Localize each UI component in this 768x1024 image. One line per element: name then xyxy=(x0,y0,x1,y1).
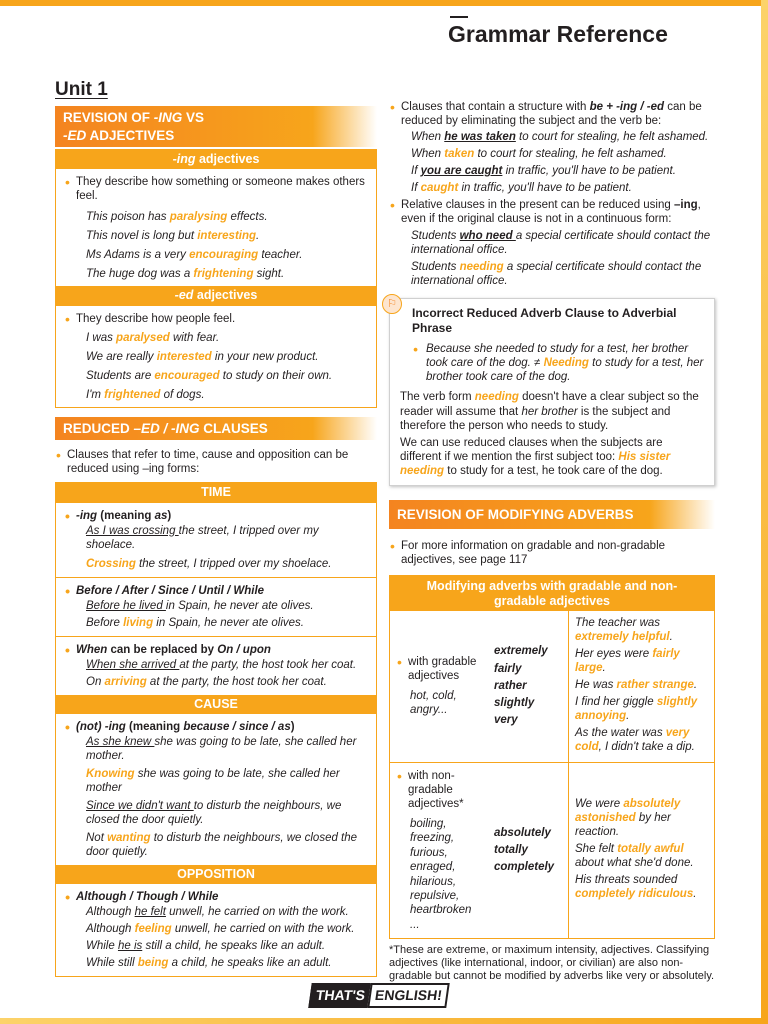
example-line: We are really interested in your new product. xyxy=(86,350,319,363)
example-line: The huge dog was a frightening sight. xyxy=(86,268,285,281)
time-head: TIME xyxy=(56,483,376,502)
row-label-cell xyxy=(390,763,490,938)
cause-head: CAUSE xyxy=(56,695,376,714)
adverb: fairly xyxy=(494,662,522,675)
thats-english-logo xyxy=(310,984,448,1008)
example-line: Students who need a special certificate should contact the international office. xyxy=(411,230,711,257)
ing-adjectives-head: -ing adjectives xyxy=(56,150,376,169)
adverbs-cell xyxy=(490,611,568,762)
rule-line: • Before / After / Since / Until / While xyxy=(64,584,368,598)
row-label: • with non-gradable adjectives* xyxy=(396,769,484,811)
section-heading-ing-ed: REVISION OF -ING VS -ED ADJECTIVES xyxy=(55,106,377,147)
example-line: Students needing a special certificate should contact the international office. xyxy=(411,261,702,288)
example-line: She felt totally awful about what she'd done. xyxy=(575,843,694,870)
example-line: Crossing the street, I tripped over my shoelace. xyxy=(86,557,332,570)
example-line: Not wanting to disturb the neighbours, we closed the door quietly. xyxy=(86,832,358,859)
example-line: When she arrived at the party, the host took her coat. xyxy=(86,658,357,671)
modifying-adverbs-intro: • For more information on gradable and non-gradable adjectives, see page 117 xyxy=(389,539,715,567)
callout-bullet: • Because she needed to study for a test, her brother took care of the dog. ≠ Needing to study for a test, her brother took care of the dog. xyxy=(412,342,704,384)
callout-paragraph: The verb form needing doesn't have a clear subject so the reader will assume that her brother is the subject and therefore the person who needs to study. xyxy=(400,391,699,432)
logo-part-b: ENGLISH! xyxy=(367,983,449,1008)
reduced-clauses-intro: • Clauses that refer to time, cause and opposition can be reduced using –ing forms: xyxy=(55,448,377,476)
footnote: *These are extreme, or maximum intensity, adjectives. Classifying adjectives (like international, indoor, or civilian) are also non-gradable but cannot be modified by adverbs like very or absolutely. xyxy=(389,944,715,983)
example-line: We were absolutely astonished by her reaction. xyxy=(575,798,681,839)
pin-icon: ⚐ xyxy=(382,294,402,314)
table-row xyxy=(390,611,714,762)
example-line: This novel is long but interesting. xyxy=(86,230,260,243)
rule-line: • (not) -ing (meaning because / since / as) xyxy=(64,720,368,734)
adverb: rather xyxy=(494,679,527,692)
row-label-cell xyxy=(390,611,490,762)
example-line: I was paralysed with fear. xyxy=(86,331,220,344)
example-line: Ms Adams is a very encouraging teacher. xyxy=(86,249,303,262)
example-line: When taken to court for stealing, he felt ashamed. xyxy=(411,148,667,161)
example-line: His threats sounded completely ridiculous. xyxy=(575,874,697,901)
rule-line: • When can be replaced by On / upon xyxy=(64,643,368,657)
adjective-list: hot, cold, angry... xyxy=(410,689,457,717)
time-group-when xyxy=(56,637,376,695)
be-ing-ed-bullet: • Clauses that contain a structure with be + -ing / -ed can be reduced by eliminating the subject and the verb be: xyxy=(389,100,715,128)
adjective-list: boiling, freezing, furious, enraged, hilarious, repulsive, heartbroken ... xyxy=(410,818,472,931)
example-line: Students are encouraged to study on their own. xyxy=(86,369,333,382)
opposition-group xyxy=(56,884,376,976)
table-head: Modifying adverbs with gradable and non-gradable adjectives xyxy=(390,576,714,611)
adverb: absolutely xyxy=(494,826,551,839)
ing-adjectives-body xyxy=(56,169,376,286)
section-heading-modifying-adverbs: REVISION OF MODIFYING ADVERBS xyxy=(389,500,715,530)
example-line: As I was crossing the street, I tripped over my shoelace. xyxy=(86,524,319,551)
header-bar xyxy=(450,16,468,18)
example-line: This poison has paralysing effects. xyxy=(86,211,268,224)
example-line: Although feeling unwell, he carried on with the work. xyxy=(86,923,355,936)
example-line: While he is still a child, he speaks like an adult. xyxy=(86,940,326,953)
cause-group xyxy=(56,714,376,865)
example-line: If you are caught in traffic, you'll have to be patient. xyxy=(411,165,676,178)
example-line: Her eyes were fairly large. xyxy=(575,647,680,674)
ed-adjectives-body xyxy=(56,306,376,407)
row-label: • with gradable adjectives xyxy=(396,655,484,683)
logo-part-a: THAT'S xyxy=(308,983,372,1008)
page-border-bottom xyxy=(0,1018,768,1024)
ed-adjectives-head: -ed adjectives xyxy=(56,286,376,305)
ed-bullet: • They describe how people feel. xyxy=(64,312,368,326)
ing-bullet: • They describe how something or someone makes others feel. xyxy=(64,175,368,203)
example-line: The teacher was extremely helpful. xyxy=(575,616,673,643)
adverb: extremely xyxy=(494,645,548,658)
adverb: completely xyxy=(494,861,555,874)
example-line: Although he felt unwell, he carried on with the work. xyxy=(86,906,349,919)
adverbs-cell xyxy=(490,763,568,938)
time-group-ing xyxy=(56,503,376,578)
unit-heading: Unit 1 xyxy=(55,79,108,100)
opposition-head: OPPOSITION xyxy=(56,865,376,884)
example-line: Before he lived in Spain, he never ate olives. xyxy=(86,599,314,612)
example-line: He was rather strange. xyxy=(575,678,698,691)
modifying-adverbs-table xyxy=(389,575,715,939)
table-row xyxy=(390,762,714,938)
example-line: If caught in traffic, you'll have to be patient. xyxy=(411,182,632,195)
examples-cell xyxy=(568,763,714,938)
page-border-top xyxy=(0,0,768,6)
right-column xyxy=(389,100,715,984)
relative-clauses-bullet: • Relative clauses in the present can be reduced using –ing, even if the original clause is not in a continuous form: xyxy=(389,198,715,226)
rule-line: • -ing (meaning as) xyxy=(64,509,368,523)
reduced-clauses-box xyxy=(55,482,377,977)
page-title: Grammar Reference xyxy=(448,21,668,47)
ing-adjectives-box xyxy=(55,149,377,408)
rule-line: • Although / Though / While xyxy=(64,890,368,904)
example-line: While still being a child, he speaks like an adult. xyxy=(86,957,332,970)
adverb: totally xyxy=(494,843,528,856)
time-group-conjunctions xyxy=(56,578,376,637)
example-line: When he was taken to court for stealing, he felt ashamed. xyxy=(411,131,709,144)
page-border-right xyxy=(761,0,768,1024)
example-line: On arriving at the party, the host took her coat. xyxy=(86,675,327,688)
callout-paragraph: We can use reduced clauses when the subjects are different if we mention the first subject too: His sister needing to study for a test, he took care of the dog. xyxy=(400,436,671,477)
section-heading-reduced-clauses: REDUCED –ED / -ING CLAUSES xyxy=(55,417,377,441)
left-column xyxy=(55,106,377,977)
examples-cell xyxy=(568,611,714,762)
adverb: very xyxy=(494,714,518,727)
example-line: Before living in Spain, he never ate olives. xyxy=(86,616,304,629)
adverb: slightly xyxy=(494,697,535,710)
example-line: Since we didn't want to disturb the neighbours, we closed the door quietly. xyxy=(86,800,342,827)
example-line: I find her giggle slightly annoying. xyxy=(575,695,698,722)
callout-title: Incorrect Reduced Adverb Clause to Adverbial Phrase xyxy=(412,306,677,335)
example-line: As she knew she was going to be late, she called her mother. xyxy=(86,736,357,763)
example-line: Knowing she was going to be late, she called her mother xyxy=(86,768,340,795)
incorrect-reduction-callout xyxy=(389,298,715,485)
example-line: I'm frightened of dogs. xyxy=(86,388,205,401)
example-line: As the water was very cold, I didn't take a dip. xyxy=(575,727,695,754)
